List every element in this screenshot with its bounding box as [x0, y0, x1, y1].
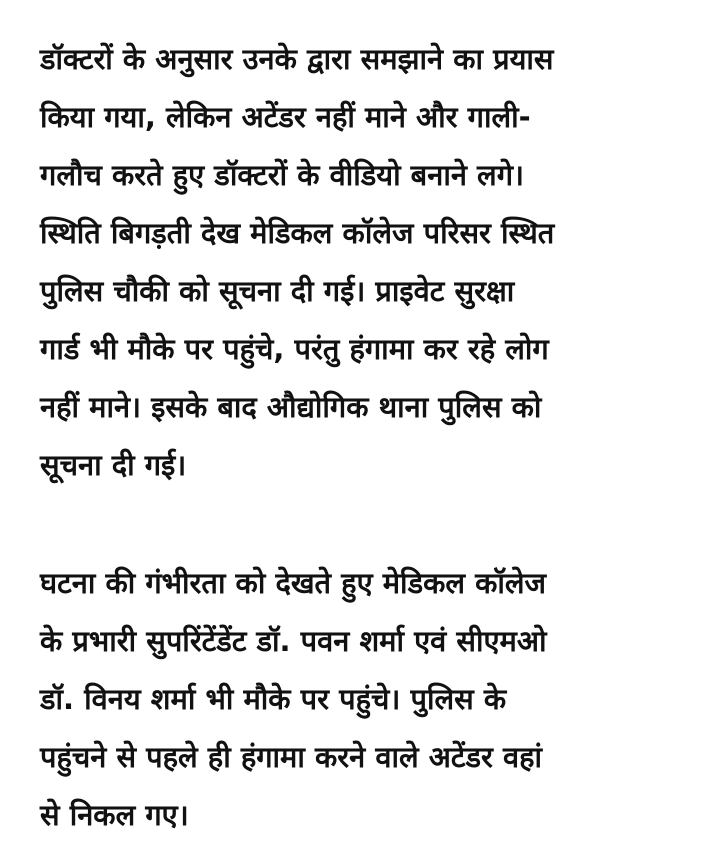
text-line: सूचना दी गई। — [40, 448, 187, 482]
paragraph-2 — [40, 554, 700, 844]
text-line: किया गया, लेकिन अटेंडर नहीं माने और गाली- — [40, 100, 531, 134]
text-line: डॉक्टरों के अनुसार उनके द्वारा समझाने का प्रयास — [40, 42, 554, 76]
text-line: से निकल गए। — [40, 798, 189, 832]
text-line: पहुंचने से पहले ही हंगामा करने वाले अटेंडर वहां — [40, 740, 542, 774]
text-line: के प्रभारी सुपरिंटेंडेंट डॉ. पवन शर्मा एवं सीएमओ — [40, 624, 547, 658]
text-line: डॉ. विनय शर्मा भी मौके पर पहुंचे। पुलिस के — [40, 682, 507, 716]
text-line: स्थिति बिगड़ती देख मेडिकल कॉलेज परिसर स्थित — [40, 216, 555, 250]
text-line: नहीं माने। इसके बाद औद्योगिक थाना पुलिस को — [40, 390, 542, 424]
text-line: गलौच करते हुए डॉक्टरों के वीडियो बनाने लगे। — [40, 158, 525, 192]
text-line: गार्ड भी मौके पर पहुंचे, परंतु हंगामा कर रहे लोग — [40, 332, 549, 366]
text-line: घटना की गंभीरता को देखते हुए मेडिकल कॉलेज — [40, 566, 547, 600]
article-body — [40, 30, 700, 844]
paragraph-1 — [40, 30, 700, 494]
text-line: पुलिस चौकी को सूचना दी गई। प्राइवेट सुरक्षा — [40, 274, 515, 308]
